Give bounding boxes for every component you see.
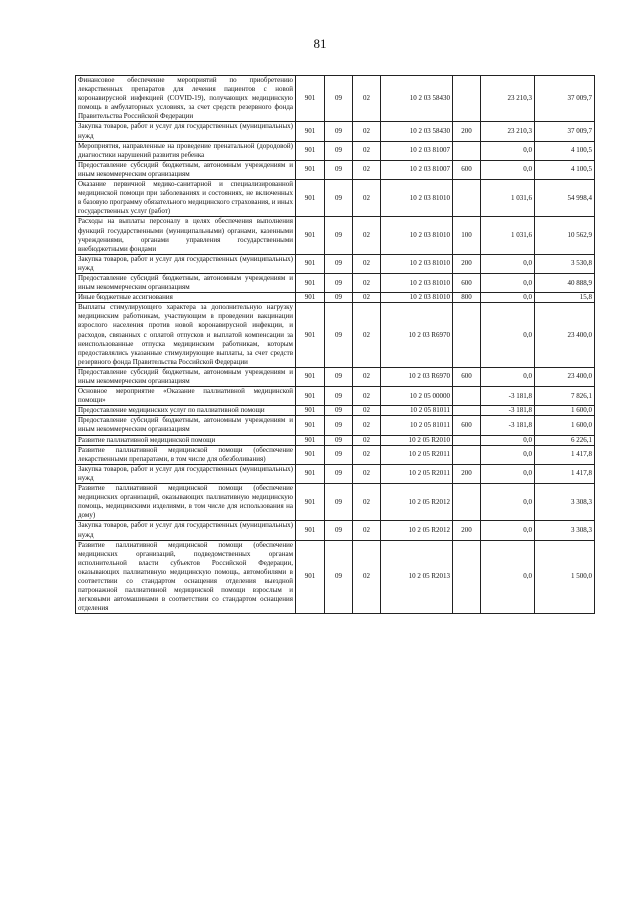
table-row	[76, 484, 595, 521]
amount-change-cell: 0,0	[481, 484, 535, 521]
amount-total-cell: 7 826,1	[535, 387, 595, 406]
subsection-code-cell: 02	[353, 406, 381, 416]
row-name-cell: Закупка товаров, работ и услуг для государственных (муниципальных) нужд	[76, 521, 296, 540]
target-article-cell: 10 2 05 R2012	[381, 521, 453, 540]
table-row	[76, 416, 595, 435]
expense-type-cell	[453, 387, 481, 406]
table-row	[76, 293, 595, 303]
target-article-cell: 10 2 05 R2013	[381, 540, 453, 614]
subsection-code-cell: 02	[353, 445, 381, 464]
amount-total-cell: 37 009,7	[535, 122, 595, 141]
subsection-code-cell: 02	[353, 435, 381, 445]
table-row	[76, 367, 595, 386]
table-row	[76, 521, 595, 540]
amount-total-cell: 1 417,8	[535, 445, 595, 464]
table-row	[76, 303, 595, 368]
section-code-cell: 09	[325, 484, 353, 521]
subsection-code-cell: 02	[353, 141, 381, 160]
amount-change-cell: 0,0	[481, 367, 535, 386]
table-row	[76, 141, 595, 160]
expense-type-cell: 600	[453, 367, 481, 386]
subsection-code-cell: 02	[353, 273, 381, 292]
section-code-cell: 09	[325, 160, 353, 179]
amount-total-cell: 3 308,3	[535, 484, 595, 521]
row-name-cell: Предоставление субсидий бюджетным, автономным учреждениям и иным некоммерческим организациям	[76, 416, 296, 435]
amount-total-cell: 40 888,9	[535, 273, 595, 292]
section-code-cell: 09	[325, 416, 353, 435]
section-code-cell: 09	[325, 464, 353, 483]
row-name-cell: Предоставление субсидий бюджетным, автономным учреждениям и иным некоммерческим организациям	[76, 160, 296, 179]
target-article-cell: 10 2 03 R6970	[381, 367, 453, 386]
section-code-cell: 09	[325, 76, 353, 122]
target-article-cell: 10 2 03 58430	[381, 122, 453, 141]
amount-change-cell: 23 210,3	[481, 76, 535, 122]
amount-change-cell: 0,0	[481, 464, 535, 483]
row-name-cell: Предоставление медицинских услуг по паллиативной помощи	[76, 406, 296, 416]
row-name-cell: Развитие паллиативной медицинской помощи	[76, 435, 296, 445]
ministry-code-cell: 901	[296, 76, 325, 122]
section-code-cell: 09	[325, 435, 353, 445]
row-name-cell: Предоставление субсидий бюджетным, автономным учреждениям и иным некоммерческим организациям	[76, 273, 296, 292]
table-row	[76, 180, 595, 217]
row-name-cell: Финансовое обеспечение мероприятий по приобретению лекарственных препаратов для лечения пациентов с новой коронавирусной инфекцией (COVID-19), получающих медицинскую помощь в амбулаторных условиях, за счет средств резервного фонда Правительства Российской Федерации	[76, 76, 296, 122]
amount-change-cell: 0,0	[481, 160, 535, 179]
ministry-code-cell: 901	[296, 484, 325, 521]
ministry-code-cell: 901	[296, 464, 325, 483]
target-article-cell: 10 2 03 58430	[381, 76, 453, 122]
row-name-cell: Оказание первичной медико-санитарной и специализированной медицинской помощи при заболеваниях и состояниях, не включенных в базовую программу обязательного медицинского страхования, и иных государственных услуг (работ)	[76, 180, 296, 217]
target-article-cell: 10 2 03 81010	[381, 273, 453, 292]
amount-total-cell: 10 562,9	[535, 217, 595, 254]
amount-total-cell: 1 600,0	[535, 416, 595, 435]
section-code-cell: 09	[325, 303, 353, 368]
target-article-cell: 10 2 05 R2010	[381, 435, 453, 445]
table-row	[76, 160, 595, 179]
amount-total-cell: 3 308,3	[535, 521, 595, 540]
row-name-cell: Выплаты стимулирующего характера за дополнительную нагрузку медицинским работникам, участвующим в проведении вакцинации взрослого населения против новой коронавирусной инфекции, и расходов, связанных с оплатой отпусков и выплатой компенсации за неиспользованные отпуска медицинским работникам, которым предоставлялись указанные стимулирующие выплаты, за счет средств резервного фонда Правительства Российской Федерации	[76, 303, 296, 368]
amount-total-cell: 54 998,4	[535, 180, 595, 217]
subsection-code-cell: 02	[353, 303, 381, 368]
expense-type-cell: 600	[453, 160, 481, 179]
section-code-cell: 09	[325, 141, 353, 160]
expense-type-cell	[453, 76, 481, 122]
amount-total-cell: 4 100,5	[535, 160, 595, 179]
section-code-cell: 09	[325, 521, 353, 540]
section-code-cell: 09	[325, 273, 353, 292]
subsection-code-cell: 02	[353, 254, 381, 273]
amount-change-cell: 1 031,6	[481, 217, 535, 254]
amount-total-cell: 4 100,5	[535, 141, 595, 160]
target-article-cell: 10 2 05 81011	[381, 416, 453, 435]
table-row	[76, 387, 595, 406]
subsection-code-cell: 02	[353, 293, 381, 303]
subsection-code-cell: 02	[353, 160, 381, 179]
subsection-code-cell: 02	[353, 217, 381, 254]
row-name-cell: Предоставление субсидий бюджетным, автономным учреждениям и иным некоммерческим организациям	[76, 367, 296, 386]
target-article-cell: 10 2 03 81007	[381, 160, 453, 179]
expense-type-cell	[453, 303, 481, 368]
expense-type-cell: 100	[453, 217, 481, 254]
subsection-code-cell: 02	[353, 540, 381, 614]
budget-table	[75, 75, 595, 614]
table-row	[76, 445, 595, 464]
section-code-cell: 09	[325, 367, 353, 386]
ministry-code-cell: 901	[296, 367, 325, 386]
section-code-cell: 09	[325, 180, 353, 217]
amount-change-cell: 1 031,6	[481, 180, 535, 217]
target-article-cell: 10 2 03 81010	[381, 217, 453, 254]
amount-total-cell: 37 009,7	[535, 76, 595, 122]
ministry-code-cell: 901	[296, 273, 325, 292]
amount-total-cell: 15,8	[535, 293, 595, 303]
amount-change-cell: 0,0	[481, 254, 535, 273]
amount-change-cell: 0,0	[481, 293, 535, 303]
table-row	[76, 540, 595, 614]
ministry-code-cell: 901	[296, 435, 325, 445]
table-row	[76, 76, 595, 122]
section-code-cell: 09	[325, 254, 353, 273]
row-name-cell: Развитие паллиативной медицинской помощи (обеспечение медицинских организаций, подведомственных органам исполнительной власти субъектов Российской Федерации, оказывающих паллиативную медицинскую помощь, автомобилями в соответствии со стандартом оснащения отделения выездной патронажной паллиативной медицинской помощи взрослым и легковыми автомашинами в соответствии со стандартом оснащения отделения	[76, 540, 296, 614]
amount-change-cell: 0,0	[481, 540, 535, 614]
section-code-cell: 09	[325, 293, 353, 303]
section-code-cell: 09	[325, 540, 353, 614]
ministry-code-cell: 901	[296, 160, 325, 179]
section-code-cell: 09	[325, 406, 353, 416]
table-row	[76, 122, 595, 141]
expense-type-cell	[453, 141, 481, 160]
amount-change-cell: 0,0	[481, 445, 535, 464]
section-code-cell: 09	[325, 217, 353, 254]
row-name-cell: Мероприятия, направленные на проведение пренатальной (дородовой) диагностики нарушений развития ребенка	[76, 141, 296, 160]
target-article-cell: 10 2 03 81007	[381, 141, 453, 160]
ministry-code-cell: 901	[296, 180, 325, 217]
target-article-cell: 10 2 05 R2011	[381, 445, 453, 464]
subsection-code-cell: 02	[353, 387, 381, 406]
expense-type-cell: 200	[453, 521, 481, 540]
row-name-cell: Иные бюджетные ассигнования	[76, 293, 296, 303]
amount-total-cell: 1 500,0	[535, 540, 595, 614]
expense-type-cell	[453, 484, 481, 521]
row-name-cell: Закупка товаров, работ и услуг для государственных (муниципальных) нужд	[76, 122, 296, 141]
ministry-code-cell: 901	[296, 416, 325, 435]
subsection-code-cell: 02	[353, 416, 381, 435]
amount-change-cell: -3 181,8	[481, 387, 535, 406]
target-article-cell: 10 2 05 81011	[381, 406, 453, 416]
amount-change-cell: 0,0	[481, 303, 535, 368]
page-number: 81	[313, 36, 327, 51]
ministry-code-cell: 901	[296, 406, 325, 416]
amount-total-cell: 23 400,0	[535, 303, 595, 368]
ministry-code-cell: 901	[296, 540, 325, 614]
ministry-code-cell: 901	[296, 293, 325, 303]
expense-type-cell	[453, 540, 481, 614]
ministry-code-cell: 901	[296, 141, 325, 160]
expense-type-cell: 800	[453, 293, 481, 303]
ministry-code-cell: 901	[296, 521, 325, 540]
table-row	[76, 464, 595, 483]
section-code-cell: 09	[325, 387, 353, 406]
amount-change-cell: -3 181,8	[481, 406, 535, 416]
expense-type-cell	[453, 445, 481, 464]
amount-total-cell: 1 600,0	[535, 406, 595, 416]
subsection-code-cell: 02	[353, 464, 381, 483]
subsection-code-cell: 02	[353, 484, 381, 521]
expense-type-cell: 200	[453, 464, 481, 483]
ministry-code-cell: 901	[296, 122, 325, 141]
ministry-code-cell: 901	[296, 217, 325, 254]
amount-total-cell: 1 417,8	[535, 464, 595, 483]
amount-total-cell: 23 400,0	[535, 367, 595, 386]
amount-total-cell: 6 226,1	[535, 435, 595, 445]
amount-total-cell: 3 530,8	[535, 254, 595, 273]
ministry-code-cell: 901	[296, 254, 325, 273]
amount-change-cell: 0,0	[481, 141, 535, 160]
section-code-cell: 09	[325, 122, 353, 141]
target-article-cell: 10 2 05 R2011	[381, 464, 453, 483]
subsection-code-cell: 02	[353, 521, 381, 540]
amount-change-cell: 0,0	[481, 273, 535, 292]
expense-type-cell	[453, 435, 481, 445]
expense-type-cell: 200	[453, 122, 481, 141]
target-article-cell: 10 2 03 81010	[381, 254, 453, 273]
subsection-code-cell: 02	[353, 180, 381, 217]
table-row	[76, 273, 595, 292]
target-article-cell: 10 2 03 R6970	[381, 303, 453, 368]
amount-change-cell: -3 181,8	[481, 416, 535, 435]
target-article-cell: 10 2 03 81010	[381, 180, 453, 217]
expense-type-cell: 200	[453, 254, 481, 273]
amount-change-cell: 23 210,3	[481, 122, 535, 141]
row-name-cell: Закупка товаров, работ и услуг для государственных (муниципальных) нужд	[76, 464, 296, 483]
amount-change-cell: 0,0	[481, 435, 535, 445]
target-article-cell: 10 2 03 81010	[381, 293, 453, 303]
ministry-code-cell: 901	[296, 303, 325, 368]
table-row	[76, 435, 595, 445]
table-row	[76, 217, 595, 254]
table-row	[76, 254, 595, 273]
expense-type-cell: 600	[453, 273, 481, 292]
expense-type-cell	[453, 406, 481, 416]
table-row	[76, 406, 595, 416]
section-code-cell: 09	[325, 445, 353, 464]
ministry-code-cell: 901	[296, 445, 325, 464]
expense-type-cell	[453, 180, 481, 217]
row-name-cell: Развитие паллиативной медицинской помощи (обеспечение медицинских организаций, оказывающих паллиативную медицинскую помощь, медицинскими изделиями, в том числе для использования на дому)	[76, 484, 296, 521]
row-name-cell: Основное мероприятие «Оказание паллиативной медицинской помощи»	[76, 387, 296, 406]
subsection-code-cell: 02	[353, 122, 381, 141]
subsection-code-cell: 02	[353, 367, 381, 386]
expense-type-cell: 600	[453, 416, 481, 435]
target-article-cell: 10 2 05 R2012	[381, 484, 453, 521]
amount-change-cell: 0,0	[481, 521, 535, 540]
row-name-cell: Закупка товаров, работ и услуг для государственных (муниципальных) нужд	[76, 254, 296, 273]
row-name-cell: Расходы на выплаты персоналу в целях обеспечения выполнения функций государственными (муниципальными) органами, казенными учреждениями, органами управления государственными внебюджетными фондами	[76, 217, 296, 254]
subsection-code-cell: 02	[353, 76, 381, 122]
ministry-code-cell: 901	[296, 387, 325, 406]
target-article-cell: 10 2 05 00000	[381, 387, 453, 406]
row-name-cell: Развитие паллиативной медицинской помощи (обеспечение лекарственными препаратами, в том числе для обезболивания)	[76, 445, 296, 464]
